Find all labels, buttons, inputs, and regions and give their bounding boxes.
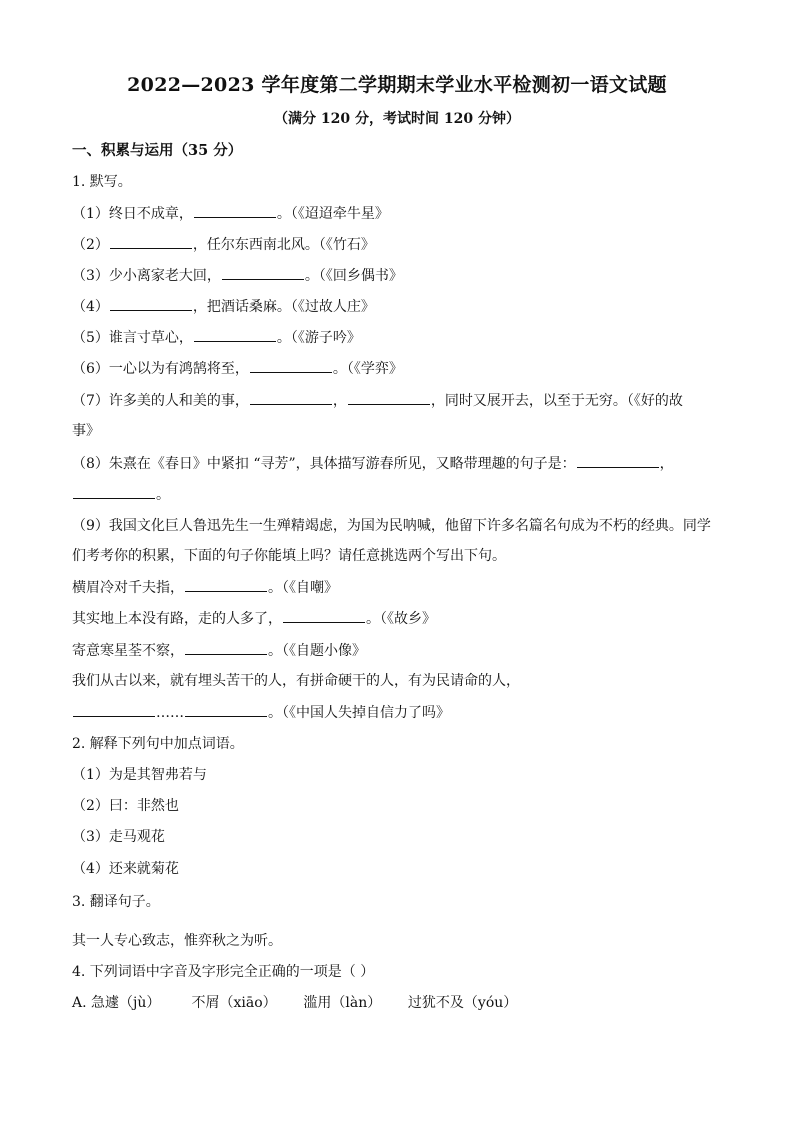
q1-item-6 xyxy=(72,358,403,379)
q1-item-4 xyxy=(72,296,375,317)
sentence-text: 其实地上本没有路，走的人多了， xyxy=(72,611,282,627)
q1-item-4-source: ，把酒话桑麻。（《过故人庄》 xyxy=(192,299,375,315)
q1-item-1 xyxy=(72,203,389,224)
q1-item-8-end: 。 xyxy=(156,487,170,503)
q1-item-6-text: （6）一心以为有鸿鹄将至， xyxy=(72,361,249,377)
q1-item-7 xyxy=(72,390,683,411)
answer-blank[interactable] xyxy=(185,702,267,717)
q1-item-9-line2: 们考考你的积累，下面的句子你能填上吗？请任意挑选两个写出下句。 xyxy=(72,548,506,564)
q1-item-8-text: （8）朱熹在《春日》中紧扣 “寻芳”，具体描写游春所见，又略带理趣的句子是： xyxy=(72,456,576,472)
sentence-text: 寄意寒星荃不察， xyxy=(72,643,184,659)
q1-item-9-line1: （9）我国文化巨人鲁迅先生一生殚精竭虑，为国为民呐喊，他留下许多名篇名句成为不朽的经典。同学 xyxy=(72,518,711,534)
question-1-stem: 1. 默写。 xyxy=(72,174,132,190)
q1-item-9-sentence-2 xyxy=(72,608,436,629)
answer-blank[interactable] xyxy=(110,234,192,249)
q1-item-3-text: （3）少小离家老大回， xyxy=(72,268,221,284)
q1-item-8-continued xyxy=(72,484,170,505)
answer-blank[interactable] xyxy=(185,577,267,592)
q2-item-3: （3）走马观花 xyxy=(72,829,165,845)
q1-item-2-text: （2） xyxy=(72,237,109,253)
q1-item-8-comma: ， xyxy=(659,456,674,472)
q2-item-4: （4）还来就菊花 xyxy=(72,861,179,877)
q1-item-2 xyxy=(72,234,375,255)
q1-item-3 xyxy=(72,265,403,286)
answer-blank[interactable] xyxy=(73,702,155,717)
sentence-source: 。（《中国人失掉自信力了吗》 xyxy=(268,705,450,721)
q1-item-9-sentence-3 xyxy=(72,640,366,661)
q2-item-1: （1）为是其智弗若与 xyxy=(72,767,207,783)
q1-item-1-source: 。（《迢迢牵牛星》 xyxy=(276,206,389,222)
section-heading: 一、积累与运用（35 分） xyxy=(72,142,243,159)
q1-item-1-text: （1）终日不成章， xyxy=(72,206,193,222)
answer-blank[interactable] xyxy=(110,296,192,311)
answer-blank[interactable] xyxy=(250,358,332,373)
q1-item-9-sentence-5 xyxy=(72,702,450,723)
q1-item-7-source: ，同时又展开去，以至于无穷。（《好的故 xyxy=(430,393,683,409)
answer-blank[interactable] xyxy=(222,265,304,280)
q1-item-7-continued: 事》 xyxy=(72,423,100,439)
q1-item-5 xyxy=(72,327,361,348)
q2-item-2: （2）曰：非然也 xyxy=(72,798,179,814)
q1-item-2-source: ，任尔东西南北风。（《竹石》 xyxy=(192,237,375,253)
q1-item-9-sentence-4: 我们从古以来，就有埋头苦干的人，有拼命硬干的人，有为民请命的人， xyxy=(72,673,520,689)
answer-blank[interactable] xyxy=(577,453,659,468)
sentence-source: 。（《故乡》 xyxy=(366,611,436,627)
q1-item-9-sentence-1 xyxy=(72,577,338,598)
q1-item-7-text: （7）许多美的人和美的事， xyxy=(72,393,249,409)
sentence-source: 。（《自嘲》 xyxy=(268,580,338,596)
answer-blank[interactable] xyxy=(73,484,155,499)
sentence-source: 。（《自题小像》 xyxy=(268,643,366,659)
q1-item-7-comma: ， xyxy=(332,393,347,409)
answer-blank[interactable] xyxy=(185,640,267,655)
question-4-stem: 4. 下列词语中字音及字形完全正确的一项是（ ） xyxy=(72,964,375,980)
q1-item-8 xyxy=(72,453,674,474)
answer-blank[interactable] xyxy=(194,327,276,342)
answer-blank[interactable] xyxy=(194,203,276,218)
q4-option-a[interactable]: A. 急遽（jù） 不屑（xiāo） 滥用（làn） 过犹不及（yóu） xyxy=(72,995,518,1011)
q1-item-6-source: 。（《学弈》 xyxy=(332,361,403,377)
ellipsis: …… xyxy=(156,705,184,721)
exam-subtitle: （满分 120 分，考试时间 120 分钟） xyxy=(274,111,520,127)
q1-item-5-text: （5）谁言寸草心， xyxy=(72,330,193,346)
q1-item-5-source: 。（《游子吟》 xyxy=(276,330,361,346)
question-3-stem: 3. 翻译句子。 xyxy=(72,894,160,910)
question-2-stem: 2. 解释下列句中加点词语。 xyxy=(72,736,244,752)
answer-blank[interactable] xyxy=(283,608,365,623)
answer-blank[interactable] xyxy=(348,390,430,405)
sentence-text: 横眉冷对千夫指， xyxy=(72,580,184,596)
q3-sentence: 其一人专心致志，惟弈秋之为听。 xyxy=(72,933,282,949)
q1-item-3-source: 。（《回乡偶书》 xyxy=(304,268,403,284)
q1-item-4-text: （4） xyxy=(72,299,109,315)
answer-blank[interactable] xyxy=(250,390,332,405)
page-title: 2022—2023 学年度第二学期期末学业水平检测初一语文试题 xyxy=(127,74,667,96)
